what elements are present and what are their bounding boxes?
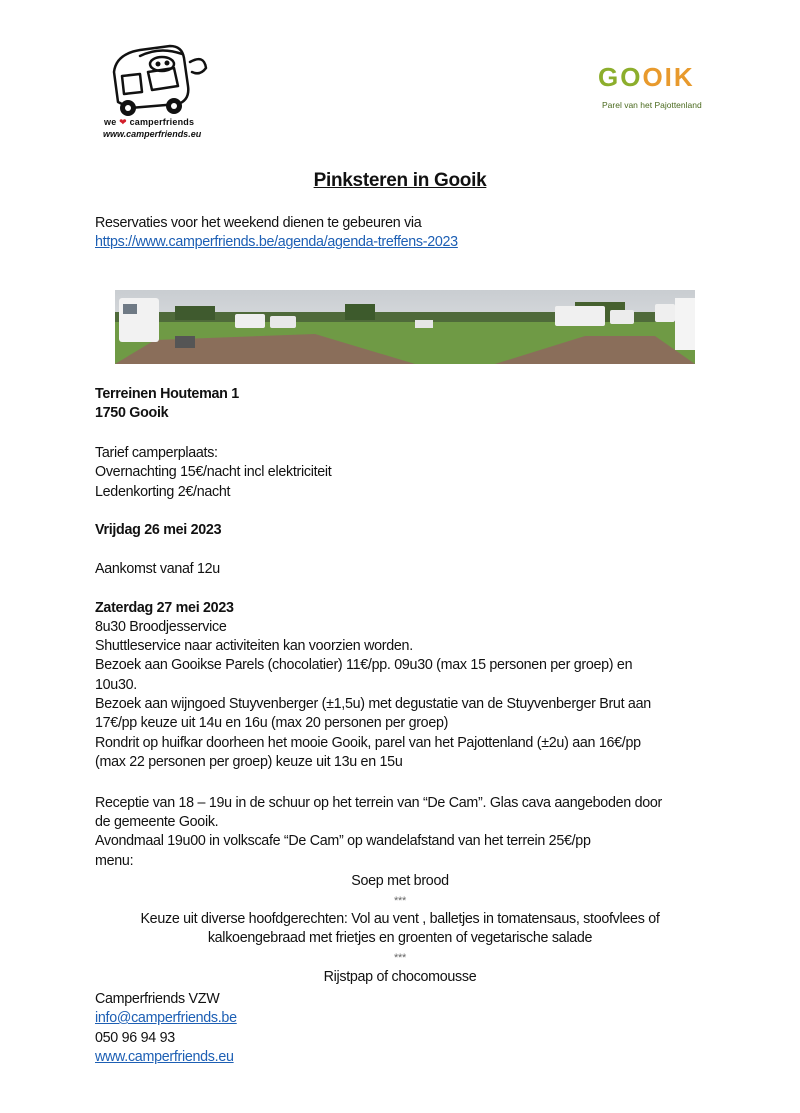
gooik-logo bbox=[596, 62, 706, 122]
reservation-link[interactable]: https://www.camperfriends.be/agenda/agenda-treffens-2023 bbox=[95, 234, 458, 250]
friday-arrival: Aankomst vanaf 12u bbox=[95, 561, 220, 577]
tariff-heading: Tarief camperplaats: bbox=[95, 445, 218, 461]
menu-course-3: Rijstpap of chocomousse bbox=[323, 969, 477, 985]
intro-text: Reservaties voor het weekend dienen te gebeuren via bbox=[95, 215, 422, 231]
contact-email-link[interactable]: info@camperfriends.be bbox=[95, 1010, 237, 1026]
logo-tagline bbox=[104, 117, 194, 128]
campsite-panorama-photo bbox=[115, 290, 695, 364]
address-line-2: 1750 Gooik bbox=[95, 405, 169, 421]
tariff-line-2: Ledenkorting 2€/nacht bbox=[95, 484, 231, 500]
contact-phone: 050 96 94 93 bbox=[95, 1030, 175, 1046]
saturday-line: 8u30 Broodjesservice bbox=[95, 619, 227, 635]
saturday-line: Bezoek aan Gooikse Parels (chocolatier) 11€/pp. 09u30 (max 15 personen per groep) en bbox=[95, 657, 633, 673]
gooik-wordmark-part2: OIK bbox=[642, 62, 695, 92]
friday-heading: Vrijdag 26 mei 2023 bbox=[95, 522, 222, 538]
reception-line: de gemeente Gooik. bbox=[95, 814, 219, 830]
gooik-subtitle: Parel van het Pajottenland bbox=[602, 100, 702, 110]
camper-mascot-icon bbox=[100, 42, 230, 118]
menu-separator: *** bbox=[394, 952, 406, 964]
reception-line: Avondmaal 19u00 in volkscafe “De Cam” op wandelafstand van het terrein 25€/pp bbox=[95, 833, 591, 849]
saturday-line: Shuttleservice naar activiteiten kan voorzien worden. bbox=[95, 638, 413, 654]
contact-website-link[interactable]: www.camperfriends.eu bbox=[95, 1049, 234, 1065]
panorama-image bbox=[115, 290, 695, 364]
saturday-line: Rondrit op huifkar doorheen het mooie Gooik, parel van het Pajottenland (±2u) aan 16€/pp bbox=[95, 735, 641, 751]
saturday-line: 17€/pp keuze uit 14u en 16u (max 20 personen per groep) bbox=[95, 715, 449, 731]
gooik-wordmark bbox=[598, 62, 695, 93]
heart-icon: ❤ bbox=[119, 117, 127, 127]
menu-course-2: Keuze uit diverse hoofdgerechten: Vol au vent , balletjes in tomatensaus, stoofvlees of bbox=[140, 911, 660, 927]
tariff-line-1: Overnachting 15€/nacht incl elektriciteit bbox=[95, 464, 332, 480]
contact-org: Camperfriends VZW bbox=[95, 991, 220, 1007]
logo-brand: camperfriends bbox=[129, 117, 195, 127]
logo-we: we bbox=[104, 117, 117, 127]
menu-course-1: Soep met brood bbox=[351, 873, 449, 889]
page-title: Pinksteren in Gooik bbox=[313, 170, 487, 191]
saturday-line: (max 22 personen per groep) keuze uit 13u en 15u bbox=[95, 754, 403, 770]
address-line-1: Terreinen Houteman 1 bbox=[95, 386, 239, 402]
saturday-line: Bezoek aan wijngoed Stuyvenberger (±1,5u) met degustatie van de Stuyvenberger Brut aan bbox=[95, 696, 651, 712]
saturday-line: 10u30. bbox=[95, 677, 137, 693]
saturday-heading: Zaterdag 27 mei 2023 bbox=[95, 600, 234, 616]
reception-line: Receptie van 18 – 19u in de schuur op het terrein van “De Cam”. Glas cava aangeboden door bbox=[95, 795, 662, 811]
gooik-wordmark-part1: GO bbox=[598, 62, 643, 92]
menu-separator: *** bbox=[394, 895, 406, 907]
camperfriends-logo bbox=[100, 42, 230, 142]
menu-course-2-cont: kalkoengebraad met frietjes en groenten of vegetarische salade bbox=[207, 930, 593, 946]
logo-url: www.camperfriends.eu bbox=[103, 129, 202, 139]
menu-label: menu: bbox=[95, 853, 134, 869]
